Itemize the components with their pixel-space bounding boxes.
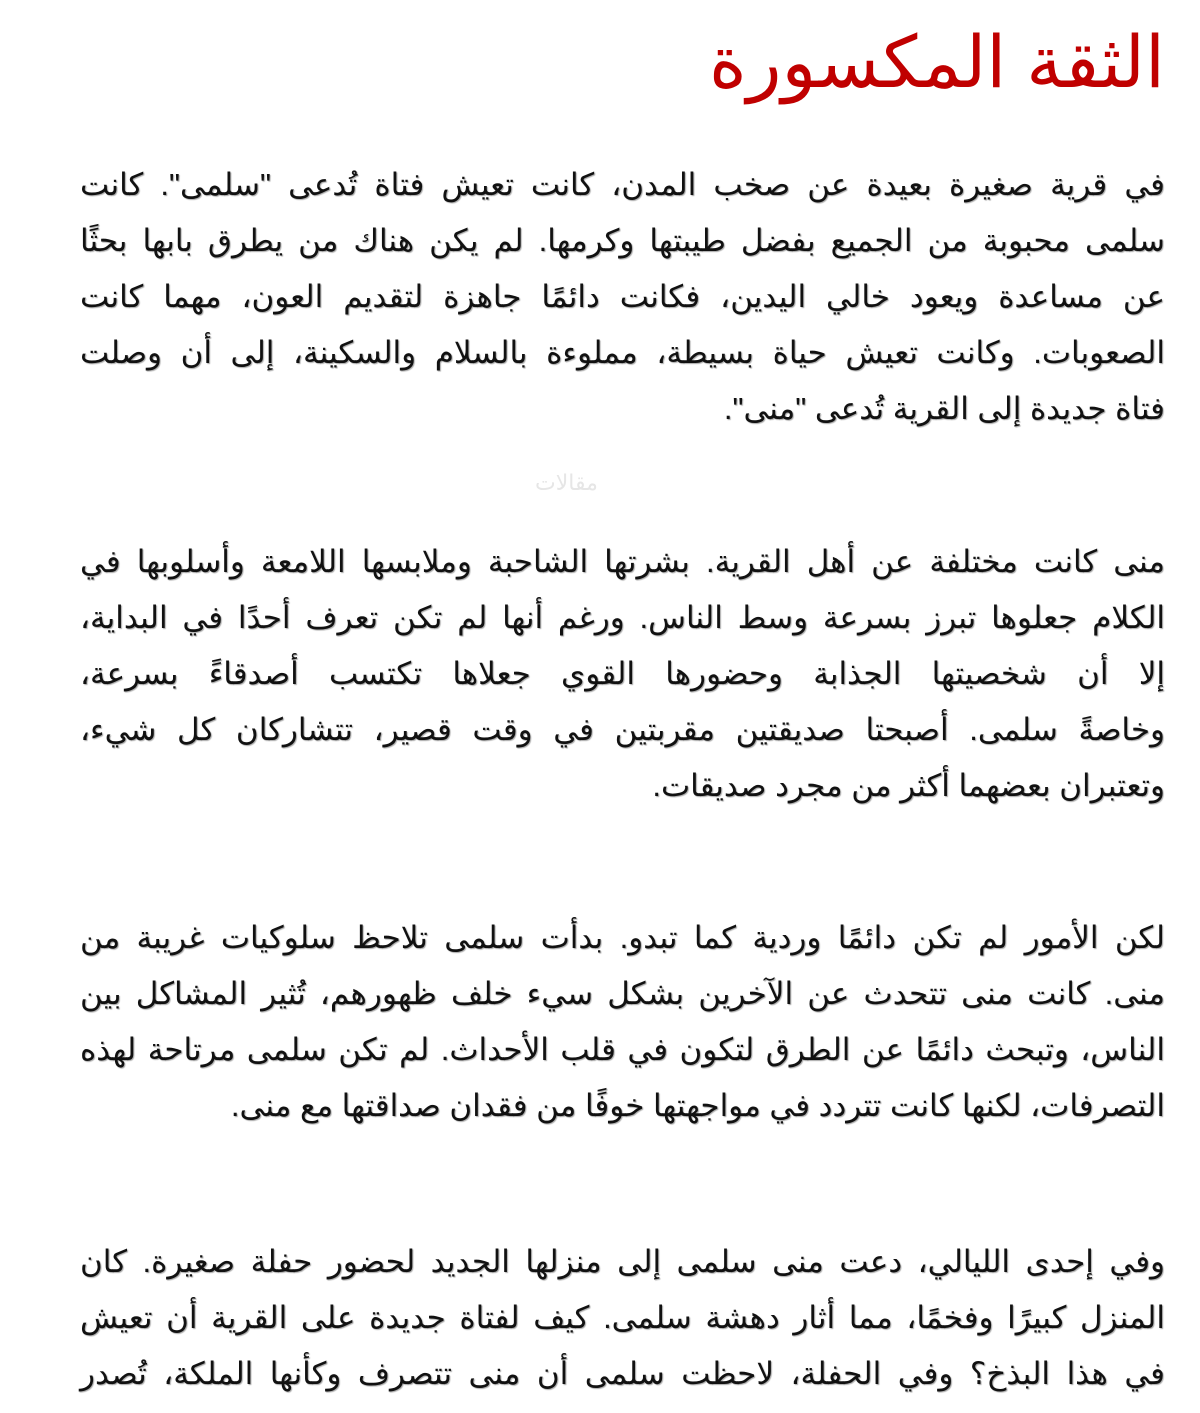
- text-line: المنزل كبيرًا وفخمًا، مما أثار دهشة سلمى. كيف لفتاة جديدة على القرية أن تعيش: [80, 1300, 1165, 1335]
- text-line: منى كانت مختلفة عن أهل القرية. بشرتها الشاحبة وملابسها اللامعة وأسلوبها في: [80, 544, 1165, 579]
- text-line: فتاة جديدة إلى القرية تُدعى "منى".: [723, 391, 1165, 426]
- text-line: وخاصةً سلمى. أصبحتا صديقتين مقربتين في وقت قصير، تتشاركان كل شيء،: [80, 712, 1165, 747]
- paragraph-2: [80, 534, 1165, 814]
- paragraph-4: [80, 1234, 1165, 1402]
- text-line: وتعتبران بعضهما أكثر من مجرد صديقات.: [652, 768, 1165, 803]
- text-line: التصرفات، لكنها كانت تتردد في مواجهتها خوفًا من فقدان صداقتها مع منى.: [230, 1088, 1165, 1123]
- watermark: مقالات: [535, 470, 598, 495]
- text-line: لكن الأمور لم تكن دائمًا وردية كما تبدو. بدأت سلمى تلاحظ سلوكيات غريبة من: [80, 920, 1165, 955]
- page-title: الثقة المكسورة: [709, 23, 1165, 103]
- text-line: الناس، وتبحث دائمًا عن الطرق لتكون في قلب الأحداث. لم تكن سلمى مرتاحة لهذه: [80, 1032, 1165, 1067]
- text-line: منى. كانت منى تتحدث عن الآخرين بشكل سيء خلف ظهورهم، تُثير المشاكل بين: [80, 976, 1165, 1011]
- text-line: إلا أن شخصيتها الجذابة وحضورها القوي جعلاها تكتسب أصدقاءً بسرعة،: [80, 656, 1165, 691]
- paragraph-3: [80, 910, 1165, 1134]
- text-line: وفي إحدى الليالي، دعت منى سلمى إلى منزلها الجديد لحضور حفلة صغيرة. كان: [80, 1244, 1165, 1279]
- text-line: سلمى محبوبة من الجميع بفضل طيبتها وكرمها. لم يكن هناك من يطرق بابها بحثًا: [80, 223, 1165, 258]
- text-line: في هذا البذخ؟ وفي الحفلة، لاحظت سلمى أن منى تتصرف وكأنها الملكة، تُصدر: [80, 1356, 1165, 1391]
- text-line: عن مساعدة ويعود خالي اليدين، فكانت دائمًا جاهزة لتقديم العون، مهما كانت: [80, 279, 1165, 314]
- text-line: الكلام جعلوها تبرز بسرعة وسط الناس. ورغم أنها لم تكن تعرف أحدًا في البداية،: [80, 600, 1165, 635]
- text-line: في قرية صغيرة بعيدة عن صخب المدن، كانت تعيش فتاة تُدعى "سلمى". كانت: [80, 167, 1165, 202]
- text-line: الصعوبات. وكانت تعيش حياة بسيطة، مملوءة بالسلام والسكينة، إلى أن وصلت: [80, 335, 1165, 370]
- paragraph-1: [80, 157, 1165, 437]
